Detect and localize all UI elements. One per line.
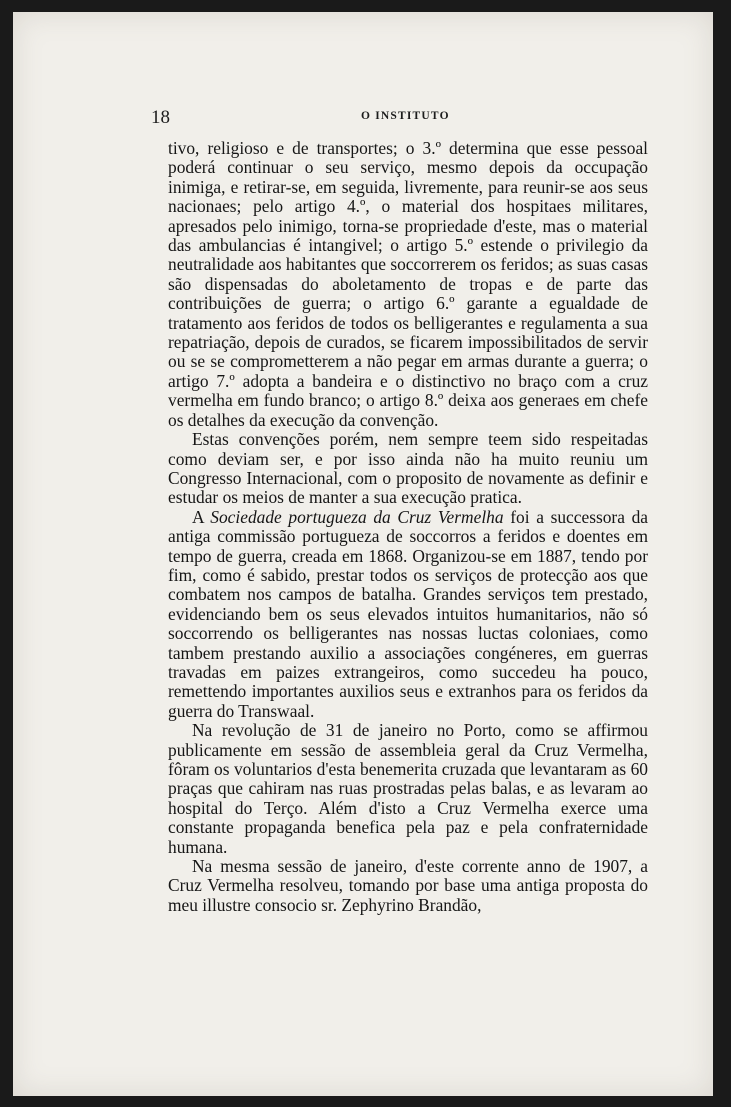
- page-number: 18: [151, 107, 170, 128]
- paragraph-red-cross-society: [168, 508, 648, 721]
- body-text: [168, 139, 648, 915]
- book-page: [13, 12, 713, 1096]
- paragraph-conventions-respect: Estas convenções porém, nem sempre teem sido respeitadas como deviam ser, e por isso ainda não ha muito reuniu um Congresso Internacional, com o proposito de novamente as definir e estudar os meios de manter a sua execução pratica.: [168, 429, 648, 508]
- running-head: [151, 107, 611, 131]
- paragraph-january-session: Na mesma sessão de janeiro, d'este corrente anno de 1907, a Cruz Vermelha resolveu, tomando por base uma antiga proposta do meu illustre consocio sr. Zephyrino Brandão,: [168, 856, 648, 915]
- paragraph-convention-articles: tivo, religioso e de transportes; o 3.º determina que esse pessoal poderá continuar o seu serviço, mesmo depois da occupação inimiga, e retirar-se, em seguida, livremente, para reunir-se aos seus nacionaes; pelo artigo 4.º, o material dos hospitaes militares, apresados pelo inimigo, torna-se propriedade d'este, mas o material das ambulancias é intangivel; o artigo 5.º estende o privilegio da neutralidade aos habitantes que soccorrerem os feridos; as suas casas são dispensadas do aboletamento de tropas e de parte das contribuições de guerra; o artigo 6.º garante a egualdade de tratamento aos feridos de todos os belligerantes e regulamenta a sua repatriação, depois de curados, se ficarem impossibilitados de servir ou se se comprometterem a não pegar em armas durante a guerra; o artigo 7.º adopta a bandeira e o distinctivo no braço com a cruz vermelha em fundo branco; o artigo 8.º deixa aos generaes em chefe os detalhes da execução da convenção.: [168, 138, 648, 430]
- society-name: Sociedade portugueza da Cruz Vermelha: [210, 506, 504, 527]
- paragraph-lead-word: A: [192, 506, 204, 527]
- paragraph-society-text: foi a successora da antiga commissão portugueza de soccorros a feridos e doentes em tempo de guerra, creada em 1868. Organizou-se em 1887, tendo por fim, como é sabido, prestar todos os serviços de protecção aos que combatem nos campos de batalha. Grandes serviços tem prestado, evidenciando bem os seus elevados intuitos humanitarios, não só soccorrendo os belligerantes nas nossas luctas coloniaes, como tambem prestando auxilio a associações congéneres, em guerras travadas em paizes extrangeiros, como succedeu ha pouco, remettendo importantes auxilios seus e extranhos para os feridos da guerra do Transwaal.: [168, 506, 649, 721]
- paragraph-porto-revolution: Na revolução de 31 de janeiro no Porto, como se affirmou publicamente em sessão de assembleia geral da Cruz Vermelha, fôram os voluntarios d'esta benemerita cruzada que levantaram as 60 praças que cahiram nas ruas prostradas pelas balas, e as levaram ao hospital do Terço. Além d'isto a Cruz Vermelha exerce uma constante propaganda benefica pela paz e pela confraternidade humana.: [168, 720, 648, 857]
- running-title: O INSTITUTO: [361, 110, 450, 122]
